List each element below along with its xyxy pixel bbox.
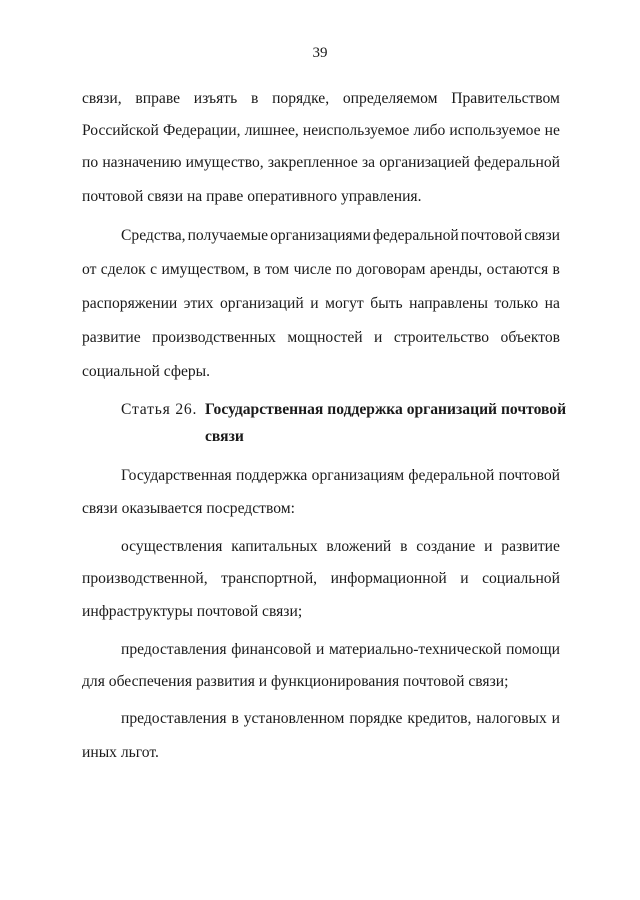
word: информационной (330, 570, 447, 587)
word: не (544, 122, 560, 139)
word: социальной (482, 570, 560, 587)
word: создание (416, 538, 476, 555)
p4-line1 (121, 537, 560, 557)
word: от (82, 261, 97, 278)
word: Государственная (121, 467, 232, 484)
word: мощностей (287, 329, 363, 346)
word: за (362, 154, 376, 171)
p2-line3 (82, 294, 560, 314)
word: быть (370, 295, 403, 312)
word: кредитов, (407, 710, 472, 727)
page-number: 39 (312, 45, 328, 61)
word: числе (293, 261, 332, 278)
word: только (494, 295, 539, 312)
p5-line1 (121, 640, 560, 660)
p6-line2: иных льгот. (82, 744, 159, 761)
p2-line1 (121, 226, 560, 246)
word: транспортной, (221, 570, 318, 587)
word: имущество, (185, 154, 264, 171)
p4-line2 (82, 569, 560, 589)
word: капитальных (231, 538, 318, 555)
word: вложений (326, 538, 392, 555)
word: закрепленное (267, 154, 358, 171)
word: определяемом (342, 90, 438, 107)
word: этих (183, 295, 214, 312)
word: остаются (486, 261, 549, 278)
word: объектов (500, 329, 560, 346)
word: том (265, 261, 290, 278)
word: договорам (356, 261, 426, 278)
word: аренды, (429, 261, 483, 278)
word: изъять (193, 90, 238, 107)
word: осуществления (121, 538, 223, 555)
p1-line4: почтовой связи на праве оперативного управления. (82, 188, 422, 205)
word: помощи (506, 641, 560, 658)
word: почтовой (498, 467, 560, 484)
p2-line2 (82, 260, 560, 280)
word: поддержка (236, 467, 308, 484)
word: и (484, 538, 493, 555)
word: и (460, 570, 469, 587)
word: получаемые (187, 227, 269, 244)
word: и (374, 329, 383, 346)
word: строительство (393, 329, 490, 346)
word: на (544, 295, 560, 312)
word: могут (325, 295, 364, 312)
word: по (82, 154, 99, 171)
word: налоговых (476, 710, 547, 727)
word: направлены (409, 295, 488, 312)
word: сделок (100, 261, 146, 278)
word: в (400, 538, 408, 555)
p1-line2 (82, 121, 560, 141)
word: и (316, 641, 325, 658)
p3-line2: связи оказывается посредством: (82, 500, 295, 517)
word: Российской (82, 122, 159, 139)
p1-line1 (82, 89, 560, 109)
word: федеральной (474, 154, 560, 171)
word: финансовой (231, 641, 312, 658)
word: вправе (135, 90, 181, 107)
word: с (150, 261, 158, 278)
p1-line3 (82, 153, 560, 173)
word: по (335, 261, 352, 278)
word: предоставления (121, 710, 227, 727)
word: назначению (102, 154, 182, 171)
p2-line4 (82, 328, 560, 348)
p5-line2: для обеспечения развития и функционирования почтовой связи; (82, 673, 509, 690)
word: производственной, (82, 570, 208, 587)
word: порядке, (272, 90, 330, 107)
word: и (551, 710, 560, 727)
word: либо (413, 122, 446, 139)
word: лишнее, (244, 122, 299, 139)
p2-line5: социальной сферы. (82, 363, 211, 380)
word: установленном (243, 710, 345, 727)
word: в (231, 710, 239, 727)
word: и (310, 295, 319, 312)
word: неиспользуемое (302, 122, 410, 139)
word: имуществом, (161, 261, 250, 278)
word: организациям (311, 467, 405, 484)
word: предоставления (121, 641, 227, 658)
word: организацией (379, 154, 470, 171)
word: производственных (152, 329, 276, 346)
word: Федерации, (162, 122, 241, 139)
article-title-line2: связи (205, 428, 244, 445)
word: Средства, (121, 227, 186, 244)
word: материально-технической (328, 641, 502, 658)
word: распоряжении (82, 295, 178, 312)
word: используемое (449, 122, 541, 139)
word: связи, (82, 90, 122, 107)
word: порядке (349, 710, 403, 727)
word: развитие (501, 538, 560, 555)
word: федеральной (372, 227, 459, 244)
word: организаций (219, 295, 304, 312)
p6-line1 (121, 709, 560, 729)
word: в (552, 261, 560, 278)
p4-line3: инфраструктуры почтовой связи; (82, 603, 303, 620)
article-label: Статья 26. (121, 401, 198, 418)
word: связи (524, 227, 560, 244)
word: почтовой (460, 227, 523, 244)
word: федеральной (408, 467, 495, 484)
article-title-line1: Государственная поддержка организаций почтовой (205, 401, 567, 418)
word: Правительством (451, 90, 560, 107)
word: организациями (270, 227, 371, 244)
p3-line1 (121, 466, 560, 486)
word: развитие (82, 329, 141, 346)
word: в (250, 90, 259, 107)
word: в (253, 261, 261, 278)
